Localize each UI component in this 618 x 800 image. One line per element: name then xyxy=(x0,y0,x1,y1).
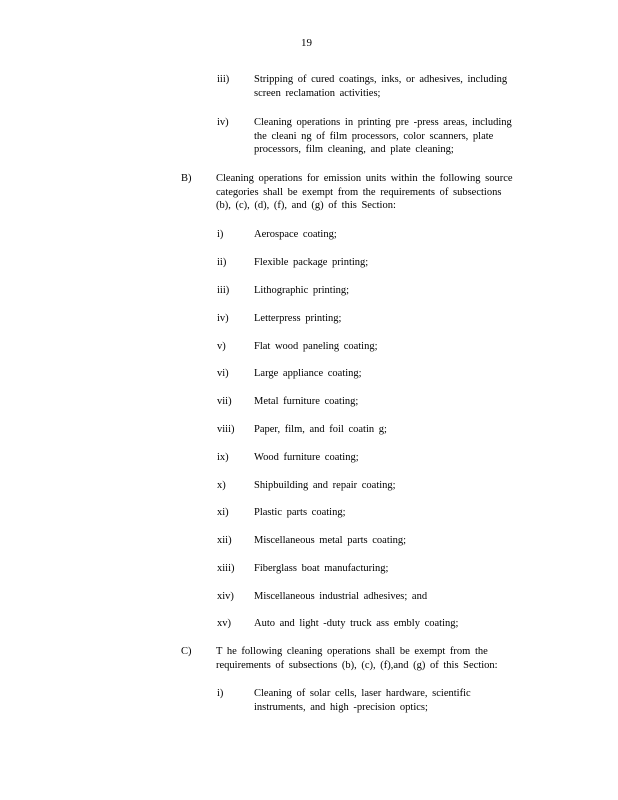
section-c-label: C) xyxy=(181,646,192,657)
item-label: iv) xyxy=(217,117,229,128)
item-text: Flexible package printing; xyxy=(254,257,369,268)
item-text: Wood furniture coating; xyxy=(254,452,359,463)
item-label: iii) xyxy=(217,285,230,296)
item-label: v) xyxy=(217,341,226,352)
item-label: ix) xyxy=(217,452,229,463)
item-label: xiv) xyxy=(217,591,234,602)
item-text: Large appliance coating; xyxy=(254,368,362,379)
item-text: Cleaning of solar cells, laser hardware, scientific instruments, and high -precision optics; xyxy=(254,688,471,713)
item-text: Plastic parts coating; xyxy=(254,507,346,518)
item-text: Stripping of cured coatings, inks, or adhesives, including screen reclamation activities; xyxy=(254,74,508,99)
item-label: x) xyxy=(217,480,226,491)
item-text: Miscellaneous metal parts coating; xyxy=(254,535,407,546)
item-text: Miscellaneous industrial adhesives; and xyxy=(254,591,428,602)
item-text: Metal furniture coating; xyxy=(254,396,359,407)
item-text: Letterpress printing; xyxy=(254,313,342,324)
item-text: Paper, film, and foil coatin g; xyxy=(254,424,387,435)
item-label: ii) xyxy=(217,257,227,268)
item-label: i) xyxy=(217,688,224,699)
item-label: i) xyxy=(217,229,224,240)
item-text: Shipbuilding and repair coating; xyxy=(254,480,396,491)
item-label: xv) xyxy=(217,618,231,629)
item-label: iv) xyxy=(217,313,229,324)
item-text: Cleaning operations in printing pre -press areas, including the cleani ng of film processors, color scanners, plate processors, film cleaning, and plate cleaning; xyxy=(254,117,512,155)
section-b-text: Cleaning operations for emission units within the following source categories shall be exempt from the requirements of subsections (b), (c), (d), (f), and (g) of this Section: xyxy=(216,173,513,211)
item-text: Auto and light -duty truck ass embly coating; xyxy=(254,618,459,629)
item-text: Lithographic printing; xyxy=(254,285,350,296)
section-c-text: T he following cleaning operations shall be exempt from the requirements of subsections (b), (c), (f),and (g) of this Section: xyxy=(216,646,498,671)
item-text: Aerospace coating; xyxy=(254,229,337,240)
item-text: Flat wood paneling coating; xyxy=(254,341,378,352)
item-label: viii) xyxy=(217,424,235,435)
item-label: vii) xyxy=(217,396,232,407)
item-label: iii) xyxy=(217,74,230,85)
item-text: Fiberglass boat manufacturing; xyxy=(254,563,389,574)
page-number: 19 xyxy=(301,37,312,49)
item-label: vi) xyxy=(217,368,229,379)
item-label: xi) xyxy=(217,507,229,518)
item-label: xiii) xyxy=(217,563,235,574)
section-b-label: B) xyxy=(181,173,192,184)
item-label: xii) xyxy=(217,535,232,546)
